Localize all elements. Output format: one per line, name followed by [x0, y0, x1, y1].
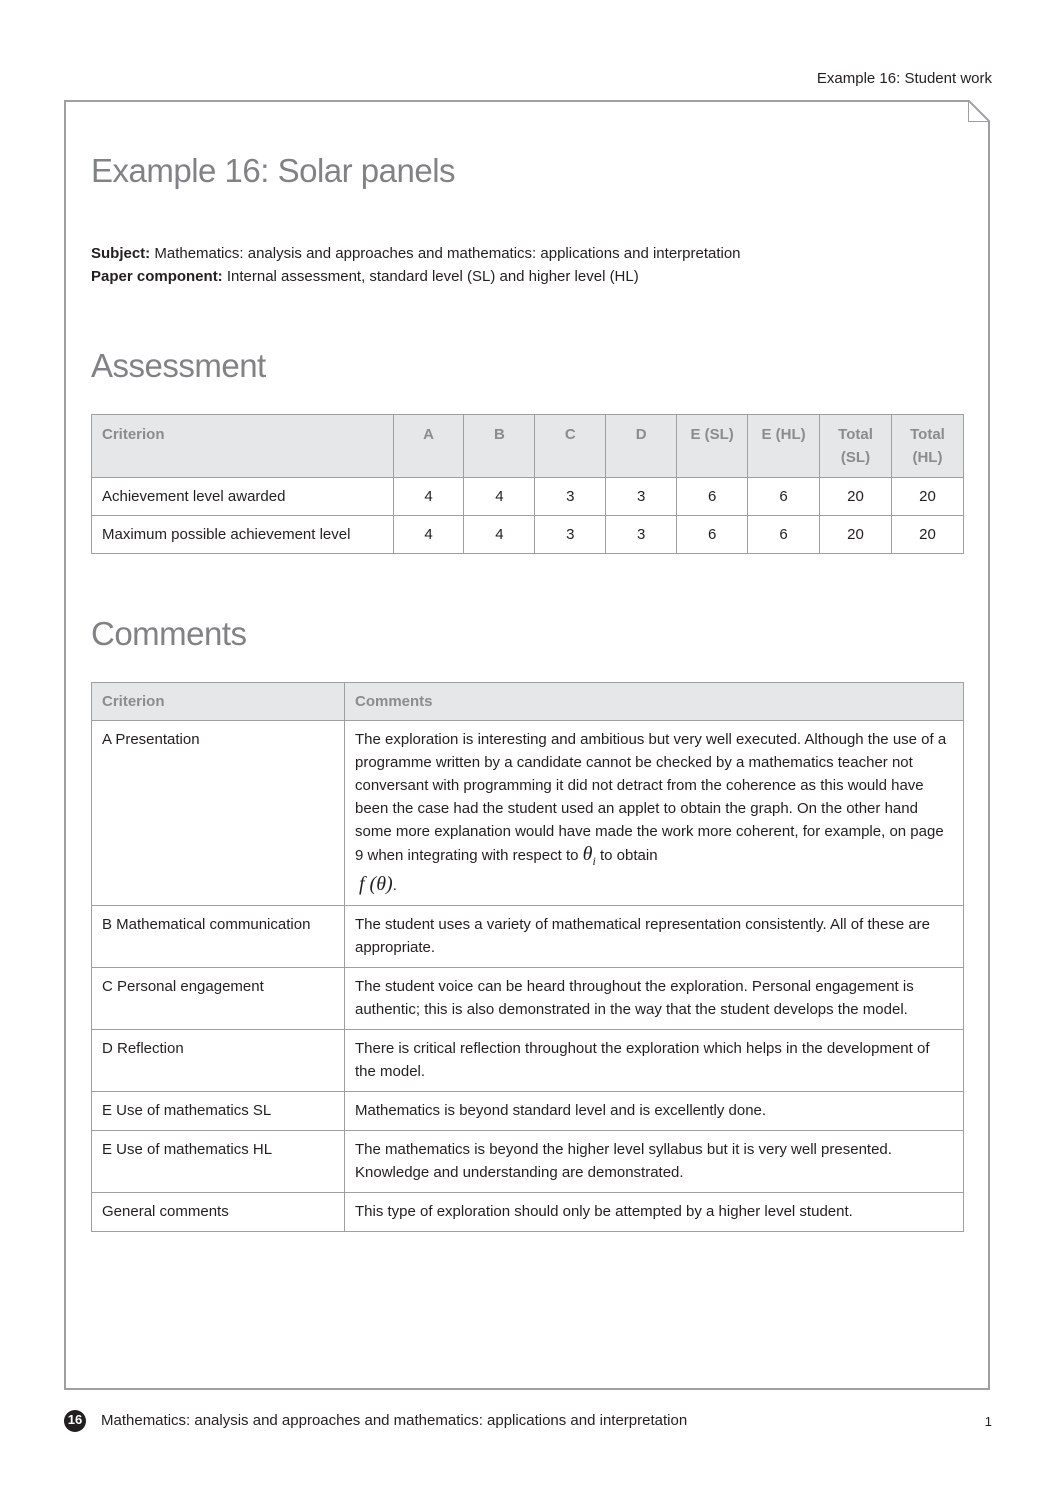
- page-number: 1: [984, 1414, 992, 1429]
- criterion-cell: A Presentation: [92, 721, 345, 906]
- table-cell: 3: [606, 478, 677, 516]
- row-label: Maximum possible achievement level: [92, 516, 394, 554]
- column-header: Total (HL): [891, 415, 963, 478]
- assessment-table: [91, 414, 964, 554]
- comment-cell: The mathematics is beyond the higher level syllabus but it is very well presented. Knowledge and understanding are demonstrated.: [345, 1131, 964, 1193]
- comments-heading: Comments: [91, 615, 247, 652]
- comment-end: .: [392, 877, 397, 894]
- comment-cell: There is critical reflection throughout the exploration which helps in the development of the model.: [345, 1030, 964, 1092]
- comment-text: The exploration is interesting and ambitious but very well executed. Although the use of a programme written by a candidate cannot be checked by a mathematics teacher not conversant with programming it did not detract from the coherence as this would have been the case had the student used an applet to obtain the graph. On the other hand some more explanation would have made the work more coherent, for example, on page 9 when integrating with respect to: [355, 731, 947, 864]
- table-cell: 20: [891, 478, 963, 516]
- comment-cell: The student uses a variety of mathematical representation consistently. All of these are appropriate.: [345, 906, 964, 968]
- criterion-cell: B Mathematical communication: [92, 906, 345, 968]
- criterion-cell: E Use of mathematics SL: [92, 1092, 345, 1131]
- assessment-header-row: [92, 415, 964, 478]
- table-row: [92, 1030, 964, 1092]
- table-cell: 6: [748, 478, 820, 516]
- footer-text: Mathematics: analysis and approaches and mathematics: applications and interpretation: [101, 1412, 688, 1429]
- table-cell: 6: [677, 516, 748, 554]
- comment-cell: The student voice can be heard throughout the exploration. Personal engagement is authentic; this is also demonstrated in the way that the student develops the model.: [345, 968, 964, 1030]
- table-cell: 4: [464, 516, 535, 554]
- table-cell: 6: [748, 516, 820, 554]
- comment-cell: Mathematics is beyond standard level and is excellently done.: [345, 1092, 964, 1131]
- table-row: [92, 721, 964, 906]
- column-header: Comments: [345, 683, 964, 721]
- table-row: [92, 1092, 964, 1131]
- criterion-cell: General comments: [92, 1193, 345, 1232]
- component-value: Internal assessment, standard level (SL) and higher level (HL): [226, 268, 639, 285]
- running-header: Example 16: Student work: [816, 70, 992, 87]
- criterion-cell: D Reflection: [92, 1030, 345, 1092]
- table-cell: 3: [606, 516, 677, 554]
- table-cell: 3: [535, 478, 606, 516]
- table-row: [92, 516, 964, 554]
- column-header: E (SL): [677, 415, 748, 478]
- column-header: Total (SL): [820, 415, 892, 478]
- subject-value: Mathematics: analysis and approaches and mathematics: applications and interpretation: [154, 245, 741, 262]
- subject-label: Subject:: [91, 245, 151, 262]
- subject-line: [91, 242, 741, 265]
- column-header: Criterion: [92, 683, 345, 721]
- comment-cell: [345, 721, 964, 906]
- document-meta: [91, 242, 741, 288]
- comment-cell: This type of exploration should only be attempted by a higher level student.: [345, 1193, 964, 1232]
- criterion-cell: E Use of mathematics HL: [92, 1131, 345, 1193]
- table-cell: 4: [393, 478, 464, 516]
- table-row: [92, 906, 964, 968]
- column-header: Criterion: [92, 415, 394, 478]
- math-f-theta: f (θ): [359, 873, 393, 895]
- column-header: D: [606, 415, 677, 478]
- table-cell: 3: [535, 516, 606, 554]
- table-cell: 20: [820, 516, 892, 554]
- table-row: [92, 1131, 964, 1193]
- table-cell: 20: [891, 516, 963, 554]
- math-theta: $\theta_i$: [582, 843, 596, 868]
- table-cell: 4: [464, 478, 535, 516]
- column-header: A: [393, 415, 464, 478]
- footer-logo-icon: 16: [64, 1410, 86, 1432]
- table-row: [92, 968, 964, 1030]
- column-header: C: [535, 415, 606, 478]
- component-label: Paper component:: [91, 268, 223, 285]
- table-cell: 4: [393, 516, 464, 554]
- table-cell: 6: [677, 478, 748, 516]
- row-label: Achievement level awarded: [92, 478, 394, 516]
- criterion-cell: C Personal engagement: [92, 968, 345, 1030]
- column-header: E (HL): [748, 415, 820, 478]
- column-header: B: [464, 415, 535, 478]
- page-corner-fold-icon: [968, 100, 990, 122]
- table-row: [92, 478, 964, 516]
- comment-connector: to obtain: [599, 847, 658, 864]
- component-line: [91, 265, 741, 288]
- comments-header-row: [92, 683, 964, 721]
- page-title: Example 16: Solar panels: [91, 152, 456, 189]
- comments-table: [91, 682, 964, 1232]
- table-row: [92, 1193, 964, 1232]
- assessment-heading: Assessment: [91, 347, 266, 384]
- table-cell: 20: [820, 478, 892, 516]
